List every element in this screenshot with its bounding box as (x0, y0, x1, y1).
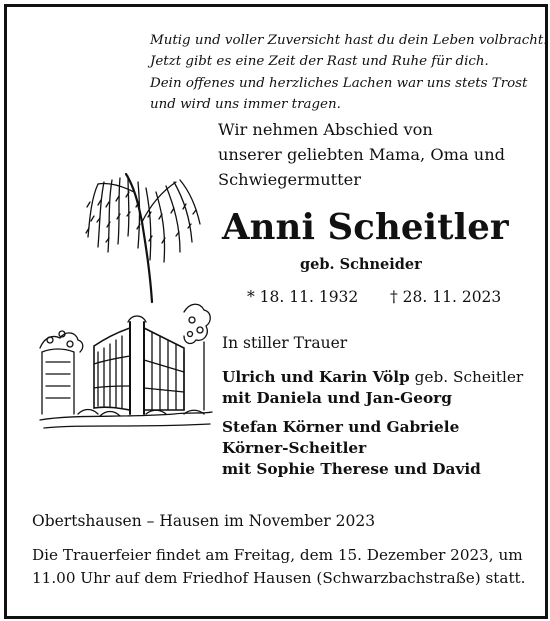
poem-line: Jetzt gibt es eine Zeit der Rast und Ruhe für dich. (150, 54, 489, 70)
service-line: 11.00 Uhr auf dem Friedhof Hausen (Schwarzbachstraße) statt. (32, 568, 526, 587)
poem-line: Dein offenes und herzliches Lachen war uns stets Trost (150, 75, 528, 91)
funeral-service-info (32, 544, 526, 589)
intro-line: Schwiegermutter (218, 170, 361, 189)
place-date: Obertshausen – Hausen im November 2023 (32, 512, 376, 530)
intro-line: unserer geliebten Mama, Oma und (218, 145, 505, 164)
deceased-name: Anni Scheitler (222, 207, 509, 248)
death-date: † 28. 11. 2023 (390, 288, 502, 306)
mourner-line (222, 438, 481, 459)
mourner-line (222, 417, 481, 438)
mourner-maiden-name: geb. Scheitler (409, 368, 524, 386)
mourning-heading: In stiller Trauer (222, 334, 348, 352)
mourner-names: Stefan Körner und Gabriele (222, 418, 460, 436)
mourner-names: mit Daniela und Jan-Georg (222, 389, 452, 407)
farewell-intro (218, 117, 505, 192)
mourner-line (222, 388, 523, 409)
memorial-poem (150, 30, 548, 116)
mourner-group (222, 417, 481, 480)
mourner-names: Körner-Scheitler (222, 439, 367, 457)
maiden-name: geb. Schneider (300, 256, 422, 273)
service-line: Die Trauerfeier findet am Freitag, dem 15. Dezember 2023, um (32, 546, 523, 564)
mourner-line (222, 459, 481, 480)
poem-line: und wird uns immer tragen. (150, 97, 341, 113)
intro-line: Wir nehmen Abschied von (218, 120, 433, 139)
mourner-line (222, 367, 523, 388)
poem-line: Mutig und voller Zuversicht hast du dein Leben volbracht. (150, 33, 548, 48)
birth-date: * 18. 11. 1932 (247, 288, 359, 306)
mourner-names: Ulrich und Karin Völp (222, 368, 410, 386)
mourner-names: mit Sophie Therese und David (222, 460, 481, 478)
mourner-group (222, 367, 523, 409)
garden-gate-willow-icon (34, 152, 214, 434)
